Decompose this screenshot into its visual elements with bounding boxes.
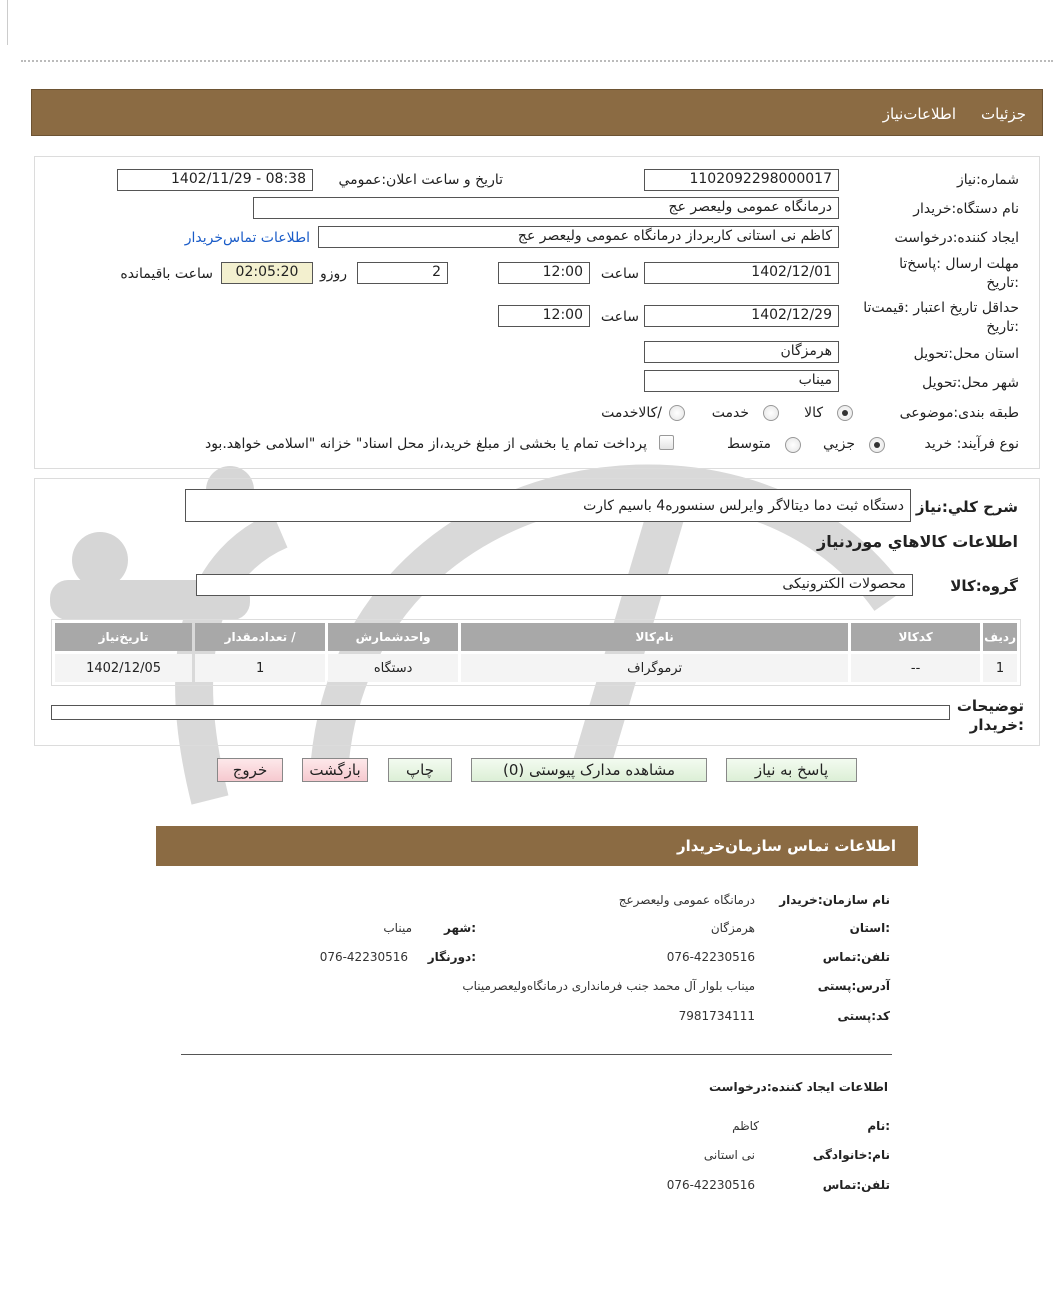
tab-details[interactable]: جزئيات [981, 105, 1026, 123]
contact-org-value: درمانگاه عمومی ولیعصرعج [618, 893, 755, 907]
province-field: هرمزگان [644, 341, 839, 363]
contact-fax-label: :دورنگار [427, 950, 476, 964]
deadline-date-field: 1402/12/01 [644, 262, 839, 284]
creator-field: کاظم نی استانی کاربرداز درمانگاه عمومی ولیعصر عج [318, 226, 839, 248]
creator-family-value: نی استانی [703, 1148, 755, 1162]
contact-address-value: میناب بلوار آل محمد جنب فرمانداری درمانگاه‌ولیعصرمیناب [462, 979, 755, 993]
window-left-border [7, 0, 8, 45]
table-row [55, 654, 1017, 682]
col-name: نام‌کالا [461, 623, 848, 651]
need-number-field: 1102092298000017 [644, 169, 839, 191]
category-option-goods-service: /کالاخدمت [601, 405, 662, 421]
province-label: استان محل:تحويل [913, 346, 1019, 362]
cell-code: -- [851, 654, 980, 682]
deadline-label-line1: مهلت ارسال :پاسخ‌تا [899, 256, 1019, 272]
need-number-label: شماره:نیاز [956, 172, 1019, 188]
cell-row: 1 [983, 654, 1017, 682]
col-quantity: / تعدادمقدار [195, 623, 325, 651]
city-field: میناب [644, 370, 839, 392]
process-option-medium: متوسط [727, 436, 771, 452]
buyer-notes-label-line2: :خريدار [969, 716, 1024, 734]
deadline-label-line2: :تاریخ [986, 275, 1019, 291]
attachments-button[interactable]: مشاهده مدارک پيوستی (0) [471, 758, 707, 782]
print-button[interactable]: چاپ [388, 758, 452, 782]
buyer-notes-label-line1: توضيحات [956, 697, 1024, 715]
contact-phone-label: تلفن:تماس [822, 950, 890, 964]
buyer-org-field: درمانگاه عمومی ولیعصر عج [253, 197, 839, 219]
city-label: شهر محل:تحويل [922, 375, 1019, 391]
goods-table [52, 620, 1020, 685]
treasury-payment-note: پرداخت تمام يا بخشی از مبلغ خريد،از محل اسناد" خزانه "اسلامی خواهد.بود [204, 436, 647, 452]
cell-quantity: 1 [195, 654, 325, 682]
contact-header-bar [156, 826, 918, 866]
treasury-payment-checkbox[interactable] [659, 435, 674, 450]
contact-province-value: هرمزگان [710, 921, 755, 935]
category-radio-goods-service[interactable] [669, 405, 685, 421]
goods-table-wrapper [51, 619, 1021, 686]
process-option-minor: جزيي [823, 436, 855, 452]
remaining-time-field: 02:05:20 [221, 262, 313, 284]
days-label: روزو [319, 266, 347, 282]
back-button[interactable]: بازگشت [302, 758, 368, 782]
exit-button[interactable]: خروج [217, 758, 283, 782]
validity-label-line2: :تاريخ [986, 319, 1019, 335]
contact-buyer-link[interactable]: اطلاعات تماس‌خريدار [184, 230, 310, 246]
page-header-bar [31, 89, 1043, 136]
creator-name-value: کاظم [732, 1119, 759, 1133]
validity-date-field: 1402/12/29 [644, 305, 839, 327]
contact-fax-value: 076-42230516 [319, 950, 408, 964]
creator-info-title: اطلاعات ایجاد کننده:درخواست [708, 1080, 888, 1094]
category-radio-goods[interactable] [837, 405, 853, 421]
remaining-time-label: ساعت باقيمانده [120, 266, 213, 282]
process-radio-minor[interactable] [869, 437, 885, 453]
contact-province-label: :استان [849, 921, 890, 935]
deadline-time-label: ساعت [600, 266, 639, 282]
contact-divider [181, 1054, 892, 1055]
category-option-goods: کالا [804, 405, 823, 421]
summary-field: دستگاه ثبت دما دیتالاگر وایرلس سنسوره4 باسیم کارت [185, 489, 911, 522]
contact-section-title: اطلاعات تماس سازمان‌خريدار [676, 837, 896, 855]
category-radio-service[interactable] [763, 405, 779, 421]
creator-family-label: نام:خانوادگی [812, 1148, 890, 1162]
contact-postal-value: 7981734111 [678, 1009, 755, 1023]
group-field: محصولات الکترونیکی [196, 574, 913, 596]
contact-city-value: میناب [383, 921, 412, 935]
top-dotted-divider [21, 60, 1053, 62]
group-label: گروه:کالا [950, 577, 1018, 595]
validity-label-line1: حداقل تاريخ اعتبار :قيمت‌تا [863, 300, 1019, 316]
goods-table-header [55, 623, 1017, 651]
category-option-service: خدمت [711, 405, 749, 421]
contact-address-label: آدرس:پستی [817, 979, 890, 993]
validity-time-field: 12:00 [498, 305, 590, 327]
contact-city-label: :شهر [444, 921, 476, 935]
goods-section-title: اطلاعات کالاهاي موردنياز [817, 532, 1018, 551]
creator-phone-label: تلفن:تماس [822, 1178, 890, 1192]
summary-label: شرح کلي:نياز [915, 498, 1018, 516]
announce-date-label: تاريخ و ساعت اعلان:عمومي [338, 172, 503, 188]
process-type-label: نوع فرآیند: خريد [924, 436, 1019, 452]
col-code: کدکالا [851, 623, 980, 651]
cell-unit: دستگاه [328, 654, 458, 682]
contact-phone-value: 076-42230516 [666, 950, 755, 964]
cell-name: ترموگراف [461, 654, 848, 682]
days-field: 2 [357, 262, 448, 284]
col-row: رديف [983, 623, 1017, 651]
col-unit: واحدشمارش [328, 623, 458, 651]
announce-date-field: 1402/11/29 - 08:38 [117, 169, 313, 191]
reply-button[interactable]: پاسخ به نياز [726, 758, 857, 782]
contact-postal-label: کد:پستی [837, 1009, 890, 1023]
validity-time-label: ساعت [600, 309, 639, 325]
deadline-time-field: 12:00 [498, 262, 590, 284]
creator-label: ايجاد کننده:درخواست [894, 230, 1019, 246]
category-label: طبقه بندی:موضوعی [899, 405, 1019, 421]
creator-phone-value: 076-42230516 [666, 1178, 755, 1192]
buyer-notes-field [51, 705, 950, 720]
contact-org-label: نام سازمان:خريدار [779, 893, 890, 907]
buyer-org-label: نام دستگاه:خريدار [913, 201, 1019, 217]
process-radio-medium[interactable] [785, 437, 801, 453]
creator-name-label: :نام [867, 1119, 890, 1133]
col-date: تاريخ‌نياز [55, 623, 192, 651]
tab-info[interactable]: اطلاعات‌نياز [882, 105, 956, 123]
cell-date: 1402/12/05 [55, 654, 192, 682]
